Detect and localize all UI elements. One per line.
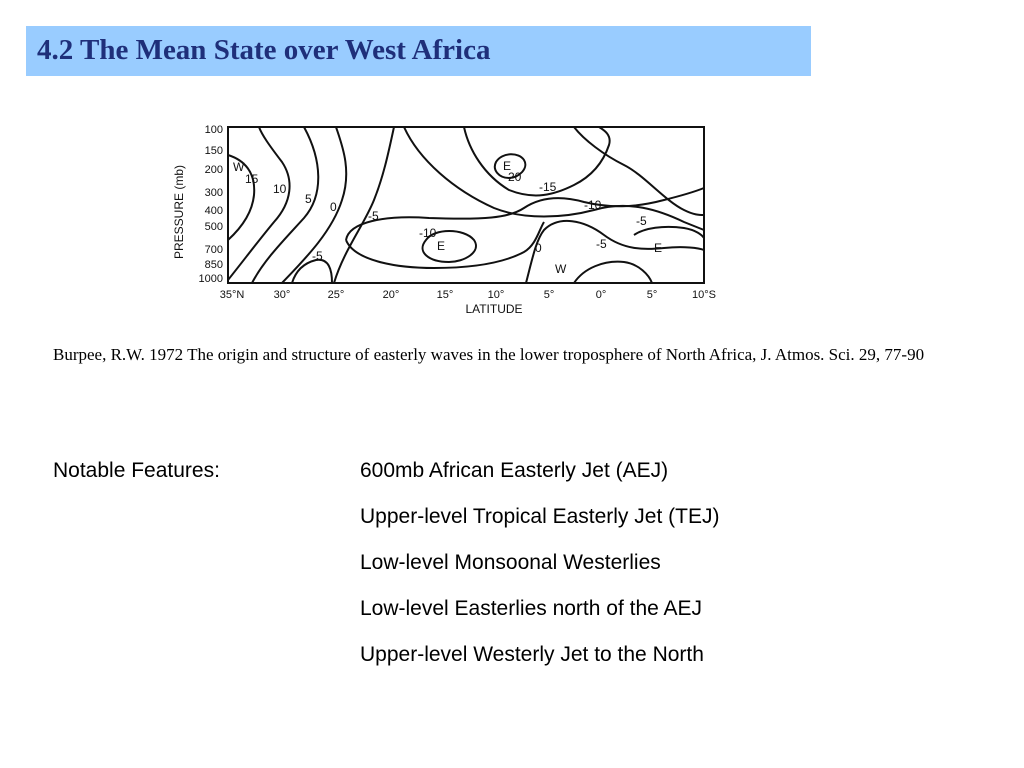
contour-label-minus10-AEJ: -10 <box>419 226 437 240</box>
pressure-label-400: 400 <box>204 205 223 217</box>
contour-label-minus5-a: -5 <box>368 209 379 223</box>
pressure-label-700: 700 <box>204 244 223 256</box>
contour-minus10 <box>404 127 704 230</box>
contour-label-minus15: -15 <box>539 180 557 194</box>
cross-section-svg <box>164 100 734 325</box>
contour-minus5-south <box>634 227 704 238</box>
latitude-tick-20: 20° <box>382 289 400 301</box>
contour-label-0-equator: 0 <box>535 241 542 255</box>
pressure-label-200: 200 <box>204 164 223 176</box>
contour-0-equator <box>526 221 704 283</box>
contour-label-E-TEJ: E <box>503 159 512 173</box>
contour-label-15: 15 <box>245 172 259 186</box>
latitude-tick-5: 5° <box>543 289 555 301</box>
contour-label-10: 10 <box>273 182 287 196</box>
pressure-label-100: 100 <box>204 124 223 136</box>
contour-label-minus10-a: -10 <box>584 198 602 212</box>
pressure-label-300: 300 <box>204 187 223 199</box>
latitude-tick-0: 0° <box>595 289 607 301</box>
contour-minus15 <box>464 127 610 195</box>
latitude-tick-30: 30° <box>273 289 291 301</box>
contour-label-minus5-c: -5 <box>596 237 607 251</box>
feature-monsoon: Low-level Monsoonal Westerlies <box>360 551 661 574</box>
zonal-wind-cross-section-figure <box>164 100 734 325</box>
latitude-tick-10: 10° <box>487 289 505 301</box>
feature-tej: Upper-level Tropical Easterly Jet (TEJ) <box>360 505 720 528</box>
features-list <box>360 459 719 689</box>
contour-label-w-north: W <box>233 160 245 174</box>
x-axis-label: LATITUDE <box>465 302 523 316</box>
contour-label-W-south: W <box>555 262 567 276</box>
title-bar <box>26 26 811 76</box>
notable-features-label: Notable Features: <box>53 459 220 482</box>
contour-lines <box>228 127 704 283</box>
latitude-tick-25: 25° <box>327 289 345 301</box>
latitude-tick-35N: 35°N <box>219 289 245 301</box>
contour-minus5-low <box>292 260 332 283</box>
feature-low-easterlies: Low-level Easterlies north of the AEJ <box>360 597 703 620</box>
contour-minus5-AEJ <box>346 188 704 240</box>
contour-label-E-south: E <box>654 241 663 255</box>
contour-10 <box>228 127 290 280</box>
pressure-label-150: 150 <box>204 145 223 157</box>
pressure-label-500: 500 <box>204 221 223 233</box>
contour-label-5: 5 <box>305 192 312 206</box>
citation: Burpee, R.W. 1972 The origin and structure of easterly waves in the lower troposphere of North Africa, J. Atmos. Sci. 29, 77-90 <box>53 345 925 364</box>
contour-label-0: 0 <box>330 200 337 214</box>
slide-title: 4.2 The Mean State over West Africa <box>37 34 491 66</box>
pressure-label-850: 850 <box>204 259 223 271</box>
contour-W-south <box>574 262 652 283</box>
pressure-label-1000: 1000 <box>198 273 223 285</box>
contour-label-minus20: -20 <box>504 170 522 184</box>
y-axis-label: PRESSURE (mb) <box>172 164 186 260</box>
feature-westerly-jet: Upper-level Westerly Jet to the North <box>360 643 704 666</box>
contour-label-minus5-b: -5 <box>636 214 647 228</box>
contour-label-E-AEJ: E <box>437 239 446 253</box>
feature-aej: 600mb African Easterly Jet (AEJ) <box>360 459 669 482</box>
latitude-tick-15: 15° <box>436 289 454 301</box>
contour-label-minus5-d: -5 <box>312 249 323 263</box>
latitude-tick-5S: 5° <box>646 289 658 301</box>
latitude-tick-10S: 10°S <box>692 289 716 301</box>
